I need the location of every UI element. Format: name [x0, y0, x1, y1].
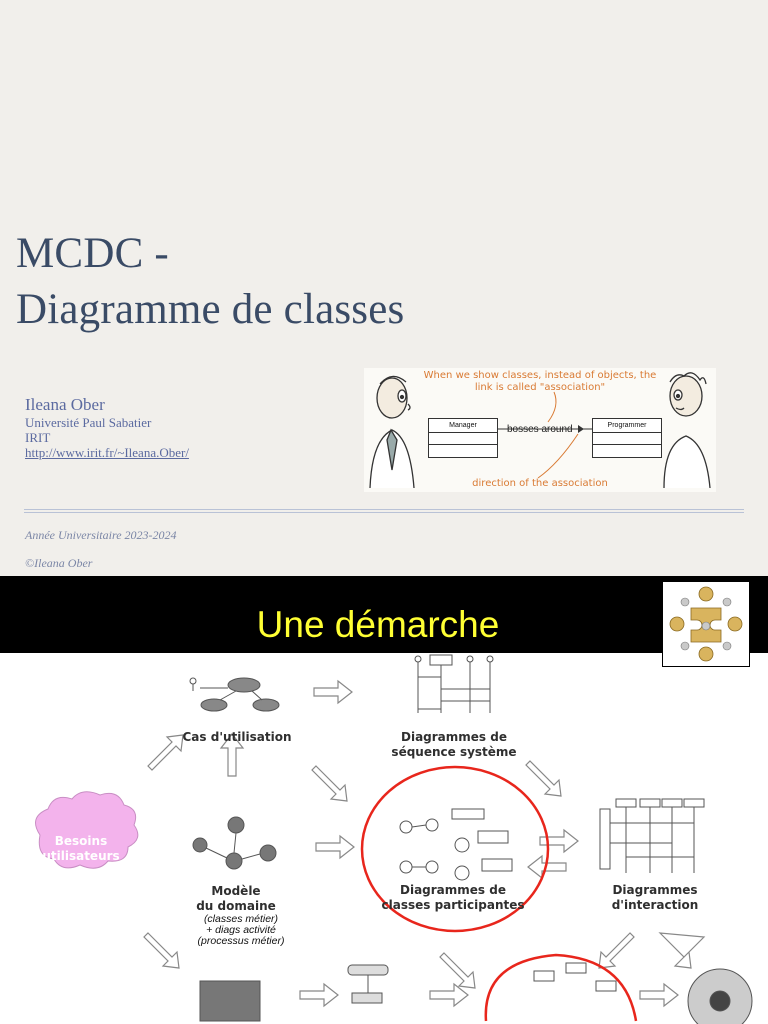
domain-model-note-line3: (processus métier) — [197, 935, 285, 947]
system-sequence-label-line1: Diagrammes de — [401, 730, 507, 744]
domain-model-mini-diagram — [193, 817, 276, 869]
academic-year: Année Universitaire 2023-2024 — [25, 528, 177, 542]
participant-classes-label — [370, 883, 536, 913]
author-name: Ileana Ober — [25, 395, 105, 414]
slide-title-line2: Diagramme de classes — [16, 286, 405, 333]
use-case-mini-diagram — [190, 678, 279, 711]
domain-model-note-line1: (classes métier) — [203, 913, 279, 925]
divider — [24, 512, 744, 513]
association-label: bosses around — [507, 424, 573, 435]
domain-model-label — [176, 884, 296, 914]
interaction-diagrams-label-line1: Diagrammes — [612, 883, 698, 897]
author-block — [25, 395, 189, 460]
slide2-title: Une démarche — [256, 604, 500, 645]
user-needs-label — [36, 834, 126, 864]
cartoon-note-top: When we show classes, instead of objects, the link is called "association" — [423, 370, 657, 393]
interaction-diagrams-label-line2: d'interaction — [611, 898, 699, 912]
uml-class-programmer-name: Programmer — [593, 419, 661, 433]
interaction-diagrams-label — [590, 883, 720, 913]
author-university: Université Paul Sabatier — [25, 415, 152, 430]
author-lab: IRIT — [25, 430, 51, 445]
use-case-label: Cas d'utilisation — [182, 730, 292, 744]
cartoon-note-bottom: direction of the association — [472, 478, 608, 489]
interaction-mini-diagram — [600, 799, 704, 873]
domain-model-note-line2: + diags activité — [206, 924, 276, 936]
copyright: ©Ileana Ober — [25, 556, 93, 570]
slide-title-line1: MCDC - — [16, 230, 169, 277]
divider — [24, 509, 744, 510]
uml-class-manager-name: Manager — [429, 419, 497, 433]
system-sequence-label-line2: séquence système — [391, 745, 517, 759]
association-cartoon — [364, 368, 716, 492]
title-banner — [0, 576, 768, 653]
process-slide — [0, 576, 768, 1024]
uml-class-manager — [428, 418, 498, 458]
domain-model-label-line1: Modèle — [211, 884, 261, 898]
uml-class-programmer — [592, 418, 662, 458]
participant-classes-label-line1: Diagrammes de — [400, 883, 506, 897]
sequence-mini-diagram — [415, 655, 493, 713]
domain-model-note — [176, 914, 306, 947]
slide-title — [16, 226, 404, 338]
participant-classes-mini-diagram — [400, 809, 512, 880]
author-url-link[interactable]: http://www.irit.fr/~Ileana.Ober/ — [25, 445, 189, 460]
user-needs-label-line1: Besoins — [54, 834, 108, 848]
slide-footer — [25, 521, 177, 577]
participant-classes-label-line2: classes participantes — [381, 898, 525, 912]
domain-model-label-line2: du domaine — [196, 899, 276, 913]
system-sequence-label — [374, 730, 534, 760]
user-needs-label-line2: utilisateurs — [42, 849, 120, 863]
